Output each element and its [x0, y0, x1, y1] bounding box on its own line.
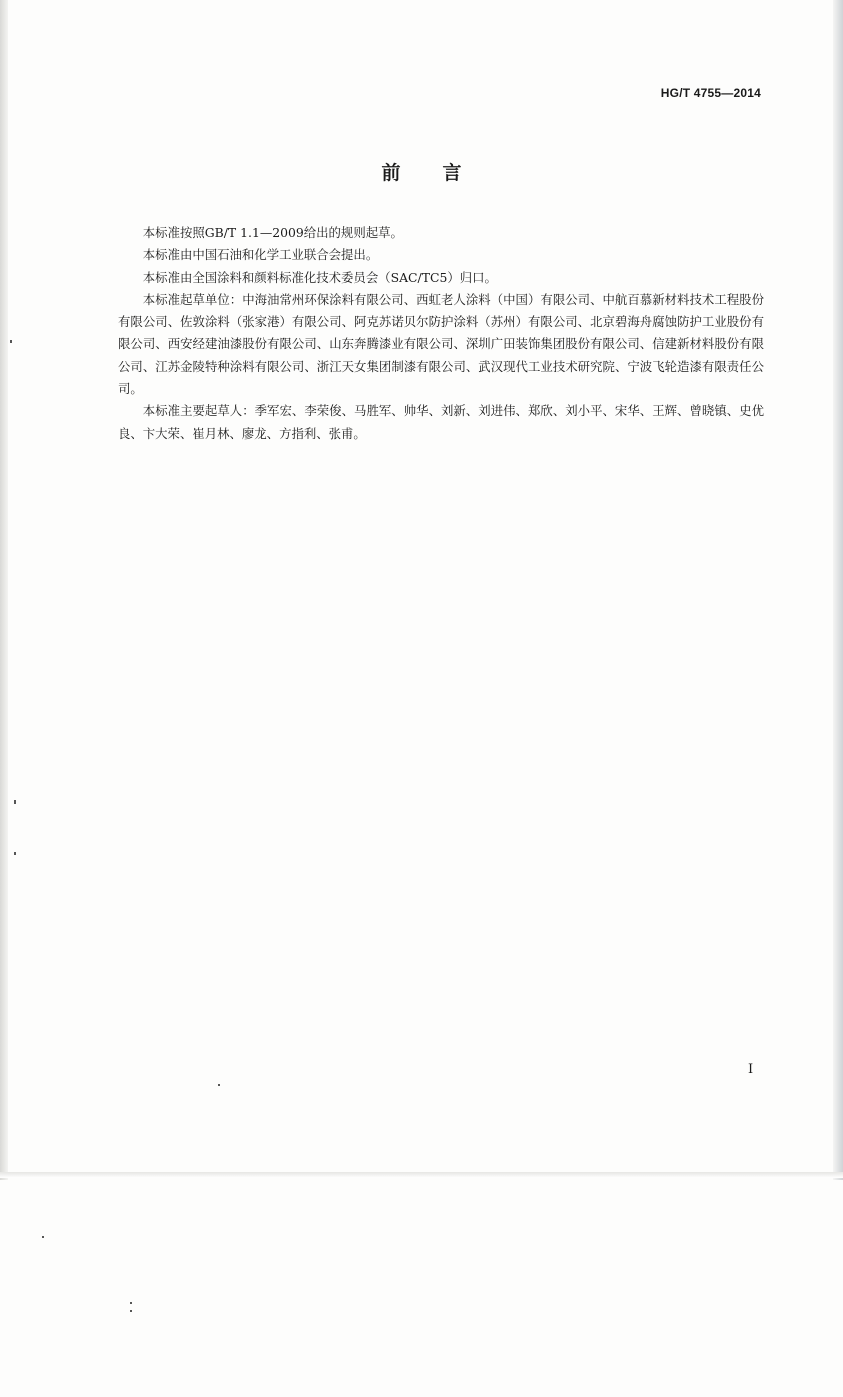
- paragraph-centralized-by: 本标准由全国涂料和颜料标准化技术委员会（SAC/TC5）归口。: [142, 269, 497, 285]
- scan-speck: [14, 852, 16, 855]
- foreword-body: [118, 222, 764, 445]
- paragraph-drafting-units: 本标准起草单位：中海油常州环保涂料有限公司、西虹老人涂料（中国）有限公司、中航百慕新材料技术工程股份有限公司、佐敦涂料（张家港）有限公司、阿克苏诺贝尔防护涂料（苏州）有限公司、北京碧海舟腐蚀防护工业股份有限公司、西安经建油漆股份有限公司、山东奔腾漆业有限公司、深圳广田装饰集团股份有限公司、信建新材料股份有限公司、江苏金陵特种涂料有限公司、浙江天女集团制漆有限公司、武汉现代工业技术研究院、宁波飞轮造漆有限责任公司。: [118, 291, 764, 397]
- scan-speck: [218, 1084, 220, 1086]
- scan-bottom-edge: [0, 1172, 843, 1178]
- scan-speck: [10, 340, 12, 343]
- scan-speck: [14, 800, 16, 804]
- paragraph-drafting-rules: 本标准按照GB/T 1.1—2009给出的规则起草。: [142, 225, 403, 240]
- paragraph-main-drafters: 本标准主要起草人：季军宏、李荣俊、马胜军、帅华、刘新、刘进伟、郑欣、刘小平、宋华、王辉、曾晓镇、史优良、卞大荣、崔月林、廖龙、方指利、张甫。: [118, 403, 764, 441]
- page-number: I: [748, 1062, 754, 1077]
- scan-speck: [42, 1236, 44, 1238]
- page-title: 前言: [381, 162, 504, 184]
- paragraph-proposer: 本标准由中国石油和化学工业联合会提出。: [142, 247, 379, 263]
- scan-speck: [130, 1310, 132, 1312]
- standard-number: HG/T 4755—2014: [660, 86, 761, 100]
- scan-speck: [130, 1302, 132, 1304]
